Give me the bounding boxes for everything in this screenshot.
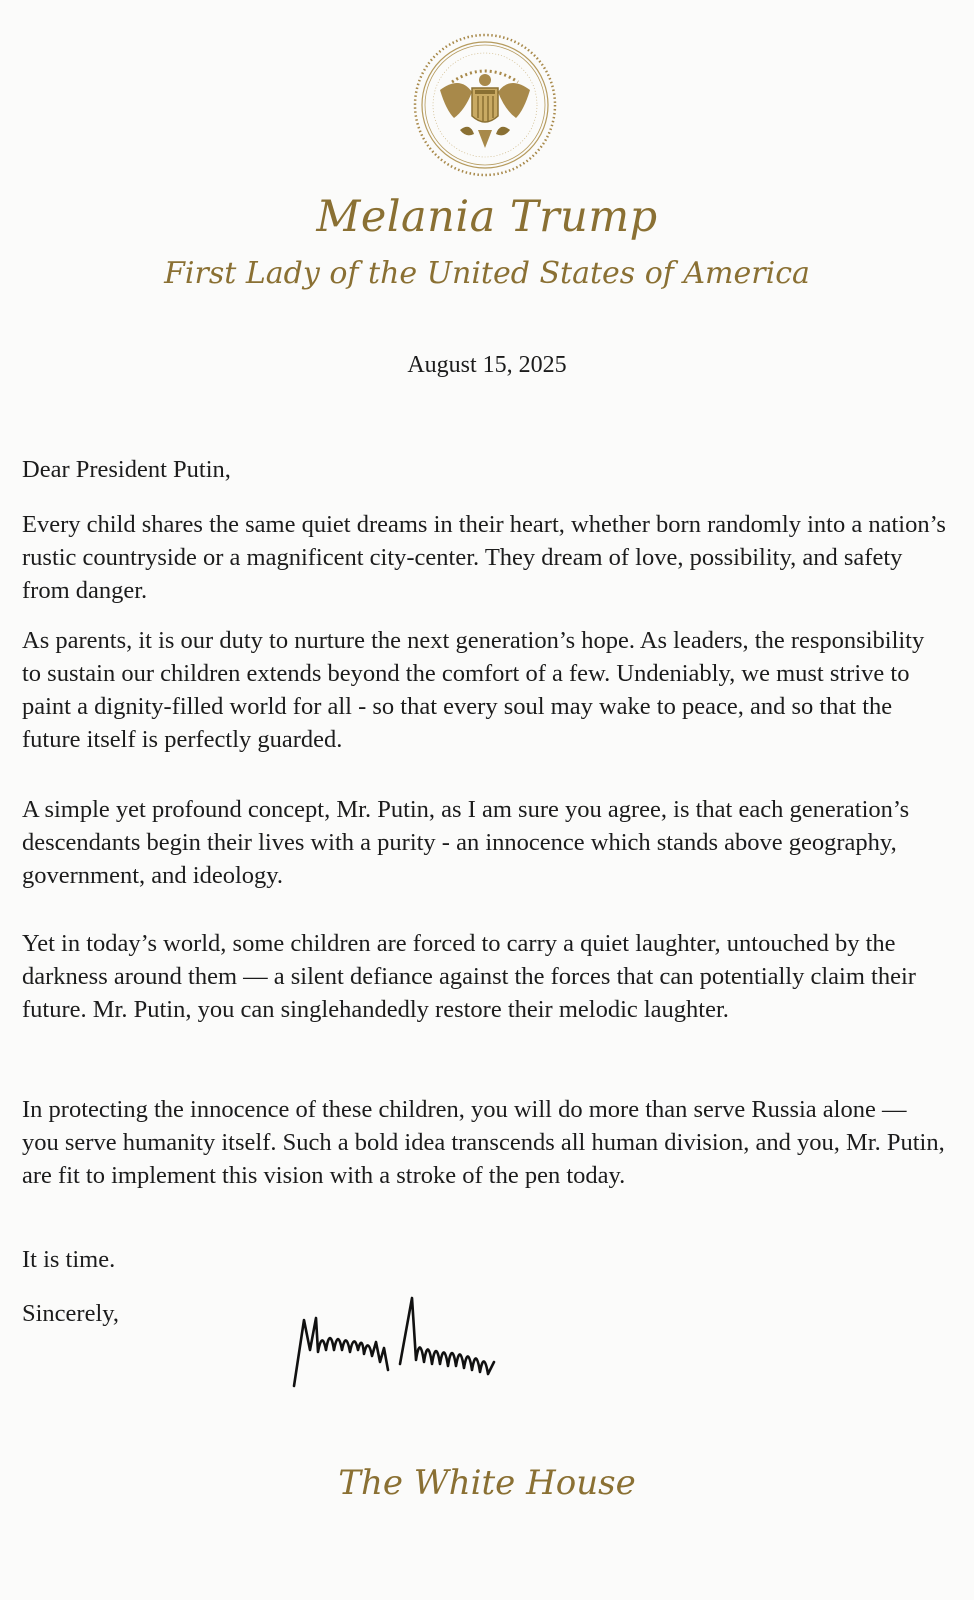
paragraph-6: It is time. bbox=[22, 1246, 116, 1273]
presidential-seal-icon bbox=[410, 30, 560, 180]
paragraph-5: In protecting the innocence of these children, you will do more than serve Russia alone — you serve humanity itself. Such a bold idea transcends all human division, and you, Mr. Putin, are fit to implement this vision with a stroke of the pen today. bbox=[22, 1096, 945, 1189]
footer-white-house: The White House bbox=[338, 1463, 636, 1503]
letterhead-title: First Lady of the United States of America bbox=[164, 256, 810, 291]
closing: Sincerely, bbox=[22, 1300, 120, 1327]
paragraph-2: As parents, it is our duty to nurture the next generation’s hope. As leaders, the responsibility to sustain our children extends beyond the comfort of a few. Undeniably, we must strive to paint a dignity-filled world for all - so that every soul may wake to peace, and so that the future itself is perfectly guarded. bbox=[22, 627, 925, 753]
letterhead-name: Melania Trump bbox=[316, 192, 658, 242]
paragraph-4: Yet in today’s world, some children are forced to carry a quiet laughter, untouched by the darkness around them — a silent defiance against the forces that can potentially claim their future. Mr. Putin, you can singlehandedly restore their melodic laughter. bbox=[22, 930, 916, 1023]
salutation: Dear President Putin, bbox=[22, 456, 231, 483]
handwritten-signature-icon bbox=[288, 1290, 518, 1390]
letter-date: August 15, 2025 bbox=[407, 352, 567, 378]
paragraph-1: Every child shares the same quiet dreams in their heart, whether born randomly into a nation’s rustic countryside or a magnificent city-center. They dream of love, possibility, and safety from danger. bbox=[22, 511, 946, 604]
paragraph-3: A simple yet profound concept, Mr. Putin, as I am sure you agree, is that each generation’s descendants begin their lives with a purity - an innocence which stands above geography, government, and ideology. bbox=[22, 796, 910, 889]
